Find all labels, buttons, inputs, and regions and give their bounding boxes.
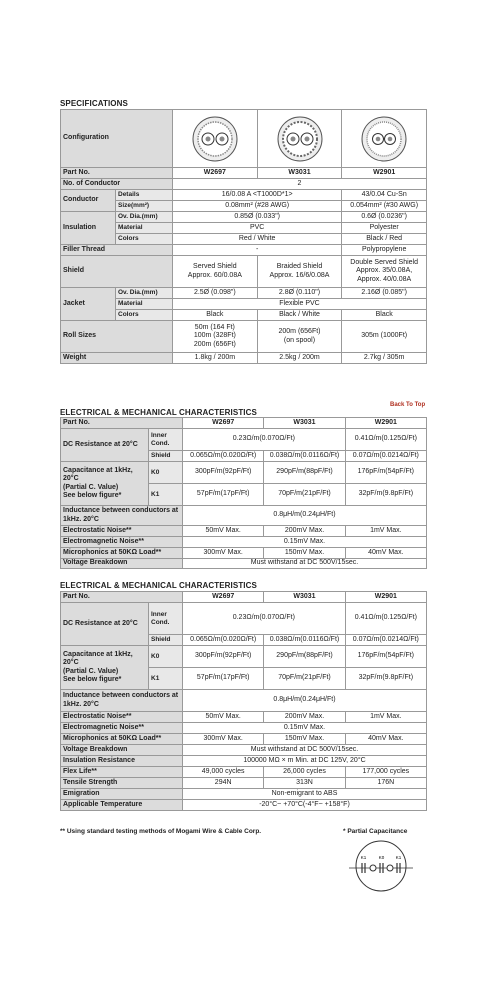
part-no-label: Part No. [61, 418, 183, 429]
inductance-label: Inductance between conductors at 1kHz. 20°C [61, 690, 183, 712]
dc-shield-value: 0.038Ω/m(0.0116Ω/Ft) [264, 635, 345, 646]
insulation-label: Insulation [61, 212, 116, 245]
colors-label: Colors [116, 234, 173, 245]
voltage-label: Voltage Breakdown [61, 745, 183, 756]
shield-label: Shield [149, 451, 183, 462]
es-value: 50mV Max. [183, 712, 264, 723]
partial-capacitance-figure [346, 838, 416, 894]
ins-dia-value: 0.6Ø (0.0236") [342, 212, 427, 223]
temperature-label: Applicable Temperature [61, 800, 183, 811]
jac-dia-value: 2.5Ø (0.098") [173, 288, 258, 299]
inner-cond-label: Inner Cond. [149, 603, 183, 635]
k0-value: 290pF/m(88pF/Ft) [264, 462, 345, 484]
details-value: 43/0.04 Cu-Sn [342, 190, 427, 201]
jac-col-value: Black [342, 310, 427, 321]
ov-dia-label: Ov. Dia.(mm) [116, 288, 173, 299]
ins-col-value: Black / Red [342, 234, 427, 245]
k0-value: 290pF/m(88pF/Ft) [264, 646, 345, 668]
tensile-value: 294N [183, 778, 264, 789]
mic-value: 300mV Max. [183, 548, 264, 559]
no-conductor-value: 2 [173, 179, 427, 190]
tensile-value: 176N [345, 778, 426, 789]
es-value: 1mV Max. [345, 526, 426, 537]
k0-value: 300pF/m(92pF/Ft) [183, 646, 264, 668]
dc-shield-value: 0.065Ω/m(0.020Ω/Ft) [183, 635, 264, 646]
ins-mat-value: PVC [173, 223, 342, 234]
electrostatic-label: Electrostatic Noise** [61, 712, 183, 723]
jac-col-value: Black [173, 310, 258, 321]
dc-inner-value: 0.41Ω/m(0.125Ω/Ft) [345, 603, 426, 635]
specifications-heading: SPECIFICATIONS [60, 99, 128, 108]
dc-inner-value: 0.23Ω/m(0.070Ω/Ft) [183, 603, 346, 635]
details-value: 16/0.08 A <T1000D*1> [173, 190, 342, 201]
shield-value: Double Served Shield Approx. 35/0.08A, Approx. 40/0.08A [342, 256, 427, 288]
colors-label: Colors [116, 310, 173, 321]
electromagnetic-label: Electromagnetic Noise** [61, 537, 183, 548]
k1-label: K1 [149, 484, 183, 506]
weight-label: Weight [61, 353, 173, 364]
filler-value: - [173, 245, 342, 256]
shield-value: Served Shield Approx. 60/0.08A [173, 256, 258, 288]
jac-mat-value: Flexible PVC [173, 299, 427, 310]
dc-resistance-label: DC Resistance at 20°C [61, 429, 149, 462]
material-label: Material [116, 299, 173, 310]
inductance-value: 0.8μH/m(0.24μH/Ft) [183, 690, 427, 712]
ins-col-value: Red / White [173, 234, 342, 245]
k0-value: 176pF/m(54pF/Ft) [345, 462, 426, 484]
size-value: 0.054mm² (#30 AWG) [342, 201, 427, 212]
no-conductor-label: No. of Conductor [61, 179, 173, 190]
electromagnetic-label: Electromagnetic Noise** [61, 723, 183, 734]
col-w2697: W2697 [183, 592, 264, 603]
k0-value: 300pF/m(92pF/Ft) [183, 462, 264, 484]
filler-value: Polypropylene [342, 245, 427, 256]
ins-dia-value: 0.85Ø (0.033") [173, 212, 342, 223]
conductor-label: Conductor [61, 190, 116, 212]
electrical-table-1 [60, 417, 427, 569]
col-w3031: W3031 [264, 592, 345, 603]
conductor-left-icon [370, 865, 376, 871]
microphonics-label: Microphonics at 50KΩ Load** [61, 734, 183, 745]
size-value: 0.08mm² (#28 AWG) [173, 201, 342, 212]
shield-label: Shield [61, 256, 173, 288]
col-w2901: W2901 [342, 168, 427, 179]
emigration-label: Emigration [61, 789, 183, 800]
jac-col-value: Black / White [257, 310, 342, 321]
es-value: 1mV Max. [345, 712, 426, 723]
cable-diagram-w2697 [173, 110, 258, 168]
roll-sizes-label: Roll Sizes [61, 321, 173, 353]
electrical-heading: ELECTRICAL & MECHANICAL CHARACTERISTICS [60, 408, 257, 417]
k0-label: K0 [149, 462, 183, 484]
part-no-label: Part No. [61, 168, 173, 179]
conductor-right-icon [387, 865, 393, 871]
flex-value: 177,000 cycles [345, 767, 426, 778]
inductance-value: 0.8μH/m(0.24μH/Ft) [183, 506, 427, 526]
k0-label: K0 [378, 855, 385, 860]
partial-capacitance-note: * Partial Capacitance [343, 828, 408, 835]
k0-label: K0 [149, 646, 183, 668]
flex-value: 26,000 cycles [264, 767, 345, 778]
k1-value: 70pF/m(21pF/Ft) [264, 484, 345, 506]
k1-value: 32pF/m(9.8pF/Ft) [345, 668, 426, 690]
capacitance-label: Capacitance at 1kHz, 20°C (Partial C. Value) See below figure* [61, 646, 149, 690]
roll-value: 200m (656Ft) (on spool) [257, 321, 342, 353]
testing-note: ** Using standard testing methods of Mogami Wire & Cable Corp. [60, 828, 262, 835]
ins-mat-value: Polyester [342, 223, 427, 234]
mic-value: 300mV Max. [183, 734, 264, 745]
jac-dia-value: 2.16Ø (0.085") [342, 288, 427, 299]
mic-value: 40mV Max. [345, 734, 426, 745]
capacitance-label: Capacitance at 1kHz, 20°C (Partial C. Value) See below figure* [61, 462, 149, 506]
mic-value: 150mV Max. [264, 734, 345, 745]
specifications-table [60, 109, 427, 364]
dc-inner-value: 0.41Ω/m(0.125Ω/Ft) [345, 429, 426, 451]
microphonics-label: Microphonics at 50KΩ Load** [61, 548, 183, 559]
dc-shield-value: 0.07Ω/m(0.0214Ω/Ft) [345, 451, 426, 462]
dc-resistance-label: DC Resistance at 20°C [61, 603, 149, 646]
tensile-value: 313N [264, 778, 345, 789]
cable-cross-section-icon [191, 115, 239, 163]
col-w2901: W2901 [345, 418, 426, 429]
voltage-value: Must withstand at DC 500V/15sec. [183, 559, 427, 569]
jacket-label: Jacket [61, 288, 116, 321]
voltage-value: Must withstand at DC 500V/15sec. [183, 745, 427, 756]
cable-diagram-w2901 [342, 110, 427, 168]
insulation-resistance-label: Insulation Resistance [61, 756, 183, 767]
size-label: Size(mm²) [116, 201, 173, 212]
ov-dia-label: Ov. Dia.(mm) [116, 212, 173, 223]
em-value: 0.15mV Max. [183, 723, 427, 734]
inductance-label: Inductance between conductors at 1kHz. 20°C [61, 506, 183, 526]
cable-cross-section-icon [276, 115, 324, 163]
electrical-table-2 [60, 591, 427, 811]
weight-value: 2.7kg / 305m [342, 353, 427, 364]
dc-shield-value: 0.07Ω/m(0.0214Ω/Ft) [345, 635, 426, 646]
es-value: 200mV Max. [264, 712, 345, 723]
k1-value: 57pF/m(17pF/Ft) [183, 668, 264, 690]
weight-value: 1.8kg / 200m [173, 353, 258, 364]
shield-label: Shield [149, 635, 183, 646]
col-w2697: W2697 [173, 168, 258, 179]
configuration-label: Configuration [61, 110, 173, 168]
k1-value: 70pF/m(21pF/Ft) [264, 668, 345, 690]
roll-value: 305m (1000Ft) [342, 321, 427, 353]
tensile-label: Tensile Strength [61, 778, 183, 789]
temperature-value: -20°C~ +70°C(-4°F~ +158°F) [183, 800, 427, 811]
flex-value: 49,000 cycles [183, 767, 264, 778]
dc-inner-value: 0.23Ω/m(0.070Ω/Ft) [183, 429, 346, 451]
mic-value: 40mV Max. [345, 548, 426, 559]
roll-value: 50m (164 Ft) 100m (328Ft) 200m (656Ft) [173, 321, 258, 353]
dc-shield-value: 0.065Ω/m(0.020Ω/Ft) [183, 451, 264, 462]
k1-value: 32pF/m(9.8pF/Ft) [345, 484, 426, 506]
weight-value: 2.5kg / 200m [257, 353, 342, 364]
cable-diagram-w3031 [257, 110, 342, 168]
material-label: Material [116, 223, 173, 234]
shield-circle [356, 841, 406, 891]
emigration-value: Non-emigrant to ABS [183, 789, 427, 800]
electrical-heading-2: ELECTRICAL & MECHANICAL CHARACTERISTICS [60, 581, 257, 590]
col-w3031: W3031 [264, 418, 345, 429]
part-no-label: Part No. [61, 592, 183, 603]
details-label: Details [116, 190, 173, 201]
jac-dia-value: 2.8Ø (0.110") [257, 288, 342, 299]
mic-value: 150mV Max. [264, 548, 345, 559]
k0-value: 176pF/m(54pF/Ft) [345, 646, 426, 668]
back-to-top-link[interactable]: Back To Top [390, 402, 426, 408]
electrostatic-label: Electrostatic Noise** [61, 526, 183, 537]
k1-label: K1 [149, 668, 183, 690]
voltage-label: Voltage Breakdown [61, 559, 183, 569]
col-w2697: W2697 [183, 418, 264, 429]
es-value: 50mV Max. [183, 526, 264, 537]
col-w2901: W2901 [345, 592, 426, 603]
k1-value: 57pF/m(17pF/Ft) [183, 484, 264, 506]
cable-cross-section-icon [360, 115, 408, 163]
dc-shield-value: 0.038Ω/m(0.0116Ω/Ft) [264, 451, 345, 462]
inner-cond-label: Inner Cond. [149, 429, 183, 451]
k1-left-label: K1 [360, 855, 367, 860]
em-value: 0.15mV Max. [183, 537, 427, 548]
k1-right-label: K1 [395, 855, 402, 860]
col-w3031: W3031 [257, 168, 342, 179]
shield-value: Braided Shield Approx. 16/6/0.08A [257, 256, 342, 288]
es-value: 200mV Max. [264, 526, 345, 537]
flex-life-label: Flex Life** [61, 767, 183, 778]
insulation-resistance-value: 100000 MΩ × m Min. at DC 125V, 20°C [183, 756, 427, 767]
filler-label: Filler Thread [61, 245, 173, 256]
